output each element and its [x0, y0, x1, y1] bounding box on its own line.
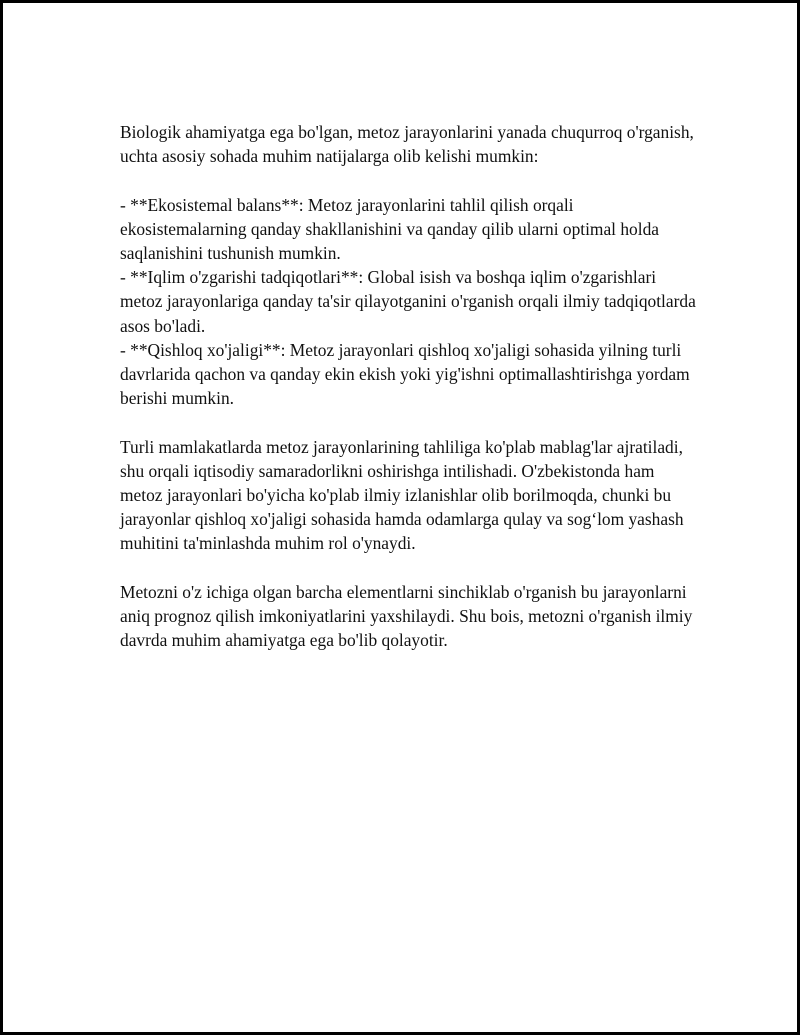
conclusion-paragraph: Metozni o'z ichiga olgan barcha elementlarni sinchiklab o'rganish bu jarayonlarni aniq prognoz qilish imkoniyatlarini yaxshilaydi. Shu bois, metozni o'rganish ilmiy davrda muhim ahamiyatga ega bo'lib qolayotir.	[120, 581, 693, 651]
bullet-climate-change-research: - **Iqlim o'zgarishi tadqiqotlari**: Global isish va boshqa iqlim o'zgarishlari metoz jarayonlariga qanday ta'sir qilayotganini o'rganish orqali ilmiy tadqiqotlarda asos bo'ladi.	[120, 267, 696, 336]
intro-paragraph: Biologik ahamiyatga ega bo'lgan, metoz jarayonlarini yanada chuqurroq o'rganish, uchta asosiy sohada muhim natijalarga olib kelishi mumkin:	[120, 122, 694, 167]
bullet-ecosystem-balance: - **Ekosistemal balans**: Metoz jarayonlarini tahlil qilish orqali ekosistemalarning qanday shakllanishini va qanday qilib ularni optimal holda saqlanishini tushunish mumkin.	[120, 194, 659, 263]
paragraph-spacer	[120, 410, 700, 434]
funding-paragraph: Turli mamlakatlarda metoz jarayonlarining tahliliga ko'plab mablag'lar ajratiladi, shu orqali iqtisodiy samaradorlikni oshirishga intilishadi. O'zbekistonda ham metoz jarayonlari bo'yicha ko'plab ilmiy izlanishlar olib borilmoqda, chunki bu jarayonlar qishloq xo'jaligi sohasida hamda odamlarga qulay va sog‘lom yashash muhitini ta'minlashda muhim rol o'ynaydi.	[120, 436, 684, 554]
document-body	[120, 120, 700, 652]
bullet-agriculture: - **Qishloq xo'jaligi**: Metoz jarayonlari qishloq xo'jaligi sohasida yilning turli davrlarida qachon va qanday ekin ekish yoki yig'ishni optimallashtirishga yordam berishi mumkin.	[120, 339, 690, 409]
paragraph-spacer	[120, 168, 700, 192]
paragraph-spacer	[120, 556, 700, 580]
